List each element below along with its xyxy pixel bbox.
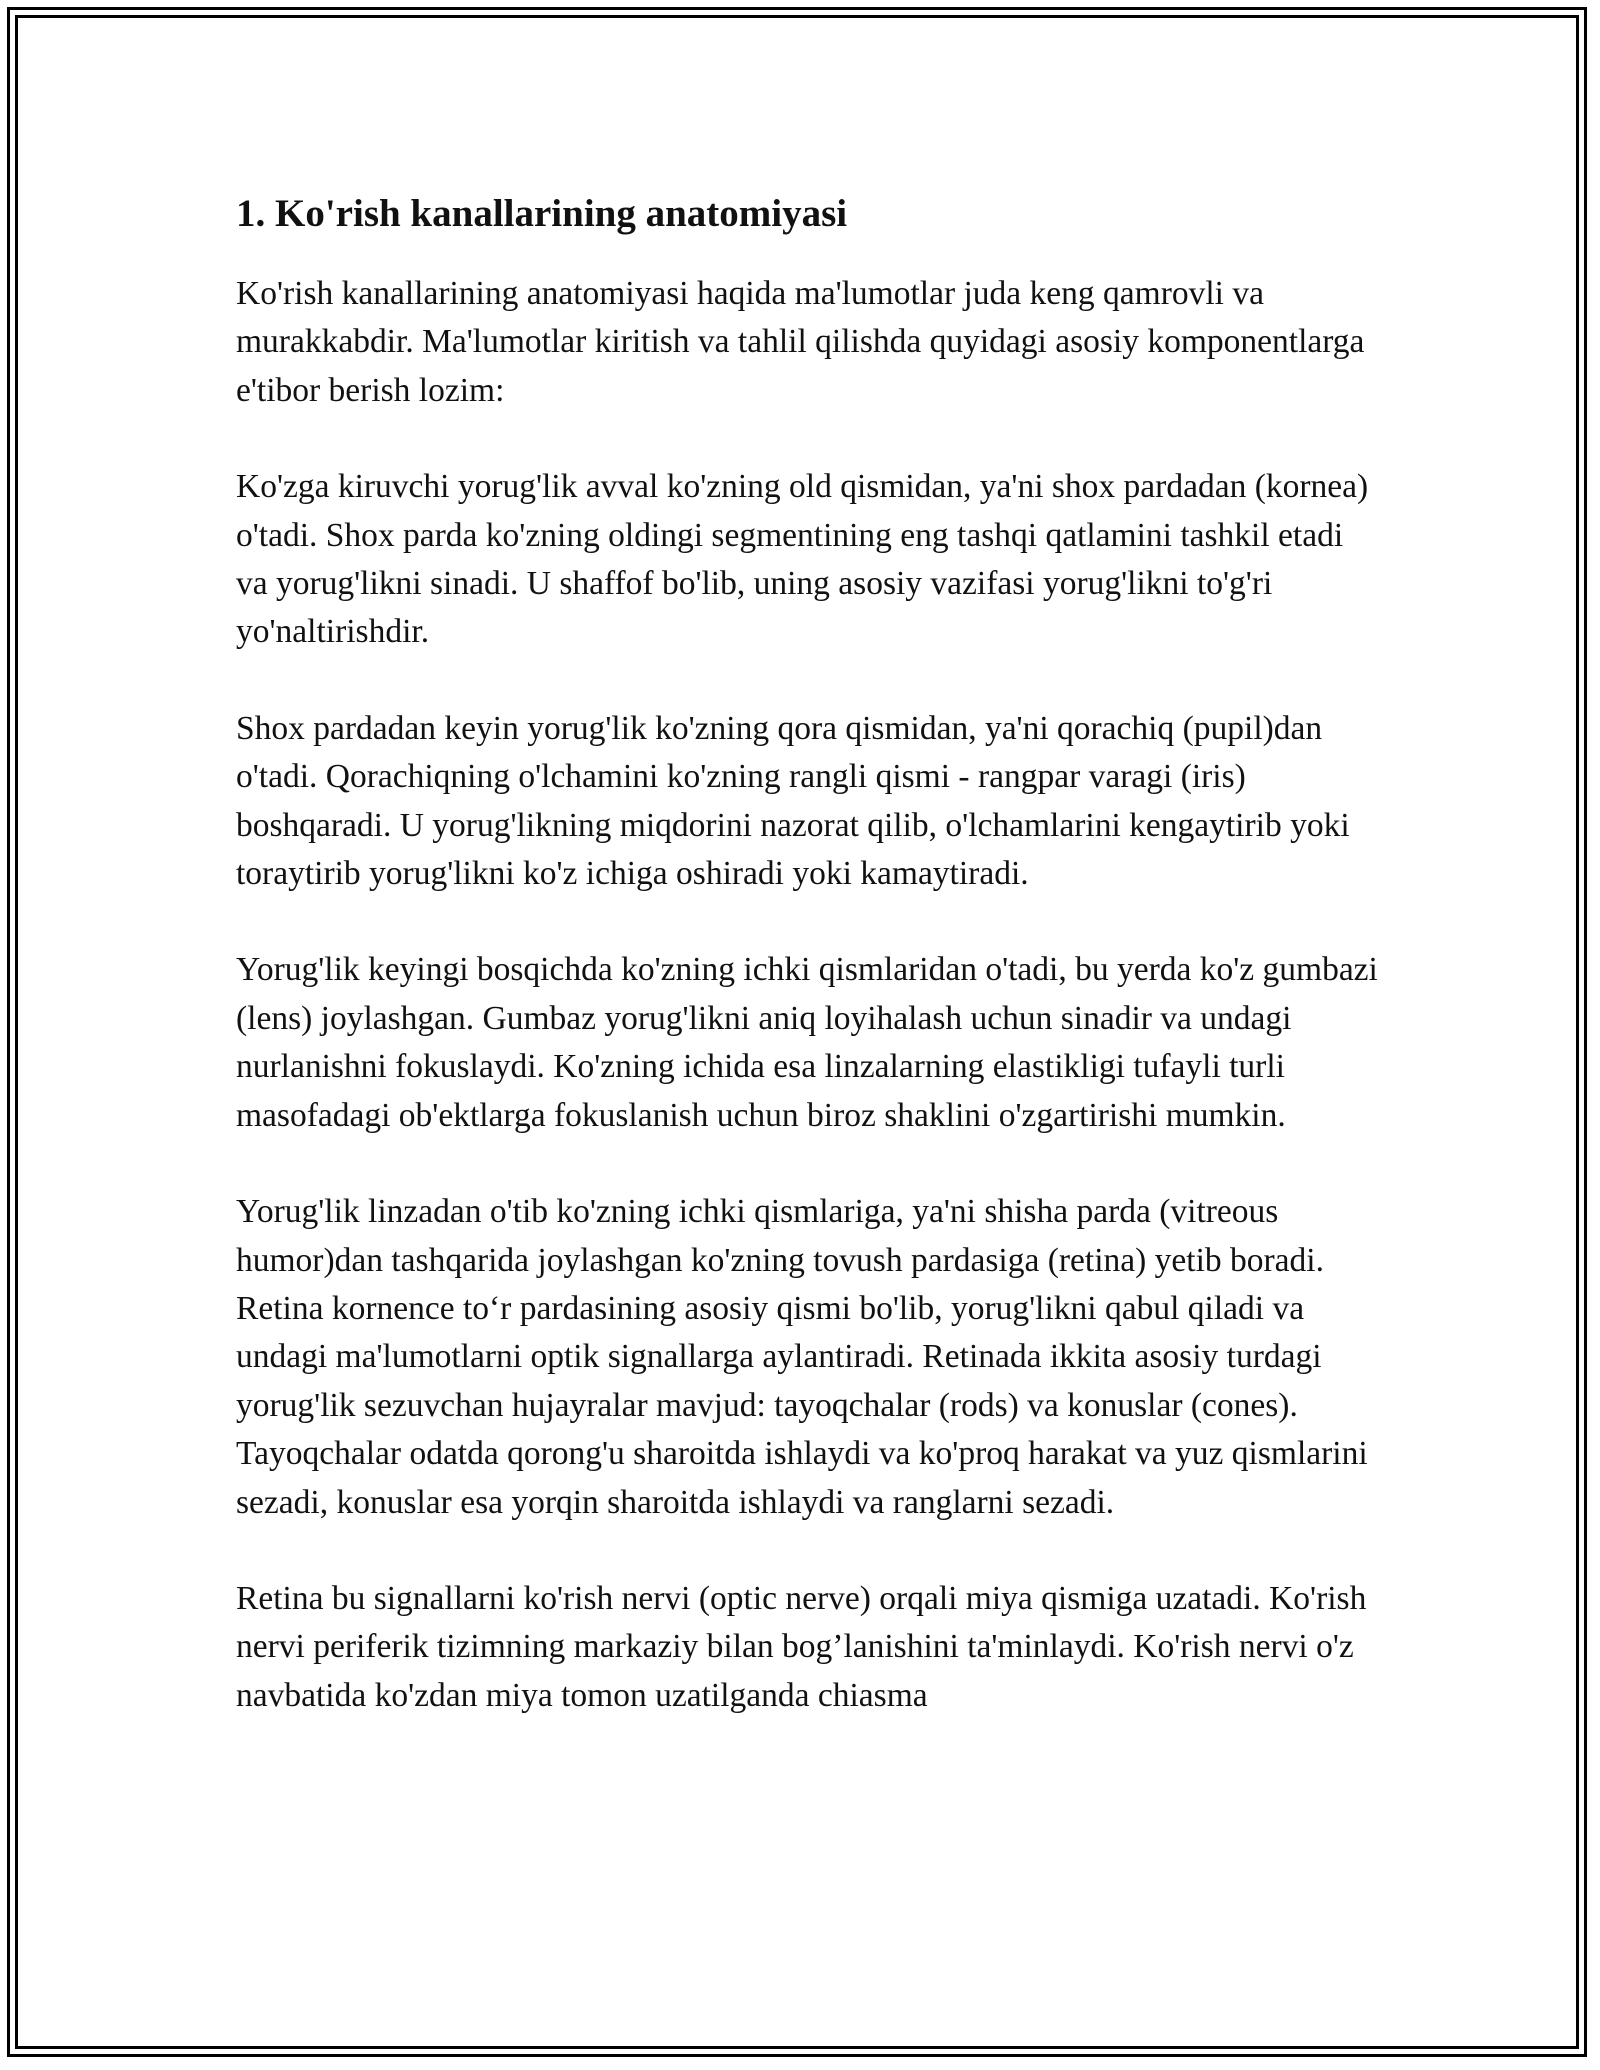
- paragraph-retina: Yorug'lik linzadan o'tib ko'zning ichki qismlariga, ya'ni shisha parda (vitreous humor)dan tashqarida joylashgan ko'zning tovush pardasiga (retina) yetib boradi. Retina kornence to‘r pardasining asosiy qismi bo'lib, yorug'likni qabul qiladi va undagi ma'lumotlarni optik signallarga aylantiradi. Retinada ikkita asosiy turdagi yorug'lik sezuvchan hujayralar mavjud: tayoqchalar (rods) va konuslar (cones). Tayoqchalar odatda qorong'u sharoitda ishlaydi va ko'proq harakat va yuz qismlarini sezadi, konuslar esa yorqin sharoitda ishlaydi va ranglarni sezadi.: [236, 1193, 1368, 1521]
- paragraph-pupil-iris: Shox pardadan keyin yorug'lik ko'zning qora qismidan, ya'ni qorachiq (pupil)dan o'tadi. Qorachiqning o'lchamini ko'zning rangli qismi - rangpar varagi (iris) boshqaradi. U yorug'likning miqdorini nazorat qilib, o'lchamlarini kengaytirib yoki toraytirib yorug'likni ko'z ichiga oshiradi yoki kamaytiradi.: [236, 709, 1350, 893]
- paragraph-intro: Ko'rish kanallarining anatomiyasi haqida ma'lumotlar juda keng qamrovli va murakkabdir. Ma'lumotlar kiritish va tahlil qilishda quyidagi asosiy komponentlarga e'tibor berish lozim:: [236, 275, 1365, 409]
- paragraph-lens: Yorug'lik keyingi bosqichda ko'zning ichki qismlaridan o'tadi, bu yerda ko'z gumbazi (lens) joylashgan. Gumbaz yorug'likni aniq loyihalash uchun sinadir va undagi nurlanishni fokuslaydi. Ko'zning ichida esa linzalarning elastikligi tufayli turli masofadagi ob'ektlarga fokuslanish uchun biroz shaklini o'zgartirishi mumkin.: [236, 951, 1378, 1134]
- paragraph-cornea: Ko'zga kiruvchi yorug'lik avval ko'zning old qismidan, ya'ni shox pardadan (kornea) o'tadi. Shox parda ko'zning oldingi segmentining eng tashqi qatlamini tashkil etadi va yorug'likni sinadi. U shaffof bo'lib, uning asosiy vazifasi yorug'likni to'g'ri yo'naltirishdir.: [236, 468, 1369, 651]
- paragraph-optic-nerve: Retina bu signallarni ko'rish nervi (optic nerve) orqali miya qismiga uzatadi. Ko'rish nervi periferik tizimning markaziy bilan bog’lanishini ta'minlaydi. Ko'rish nervi o'z navbatida ko'zdan miya tomon uzatilganda chiasma: [236, 1579, 1367, 1714]
- section-heading: 1. Ko'rish kanallarining anatomiyasi: [236, 192, 848, 235]
- document-body: [236, 186, 1381, 1768]
